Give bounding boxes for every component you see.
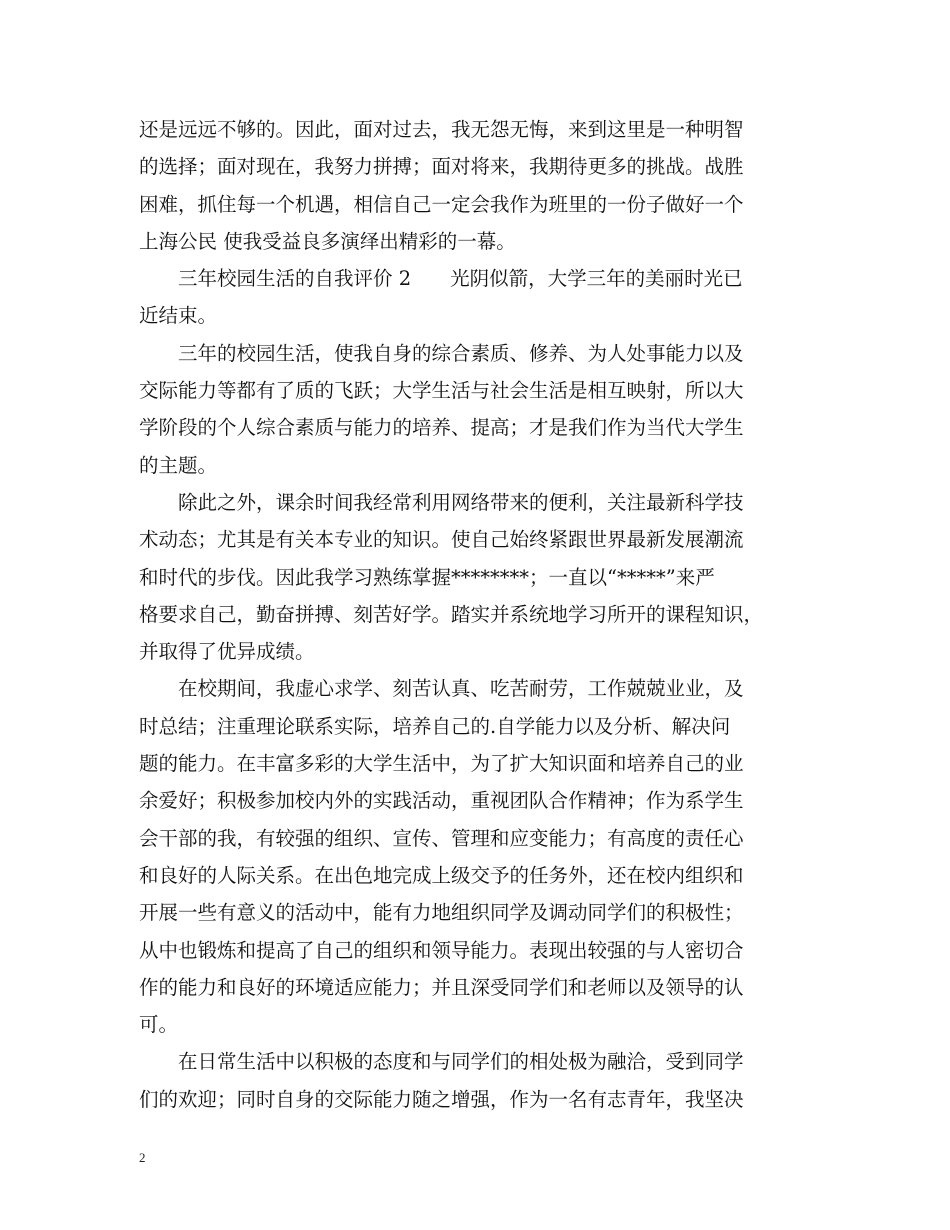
- text-line: 的选择；面对现在，我努力拼搏；面对将来，我期待更多的挑战。战胜: [139, 155, 744, 179]
- text-line: 和良好的人际关系。在出色地完成上级交予的任务外，还在校内组织和: [139, 863, 744, 887]
- text-line: 格要求自己，勤奋拼搏、刻苦好学。踏实并系统地学习所开的课程知识，: [139, 602, 764, 626]
- text-line: 术动态；尤其是有关本专业的知识。使自己始终紧跟世界最新发展潮流: [139, 528, 744, 552]
- text-line: 题的能力。在丰富多彩的大学生活中，为了扩大知识面和培养自己的业: [139, 752, 744, 776]
- text-line: 近结束。: [139, 304, 218, 328]
- text-line: 三年的校园生活，使我自身的综合素质、修养、为人处事能力以及: [139, 341, 744, 365]
- text-line: 从中也锻炼和提高了自己的组织和领导能力。表现出较强的与人密切合: [139, 938, 744, 962]
- text-line: 在校期间，我虚心求学、刻苦认真、吃苦耐劳，工作兢兢业业，及: [139, 677, 744, 701]
- text-line: 学阶段的个人综合素质与能力的培养、提高；才是我们作为当代大学生: [139, 416, 744, 440]
- text-line: 三年校园生活的自我评价 2 光阴似箭，大学三年的美丽时光已: [139, 267, 743, 291]
- text-line: 会干部的我，有较强的组织、宣传、管理和应变能力；有高度的责任心: [139, 826, 744, 850]
- text-line: 开展一些有意义的活动中，能有力地组织同学及调动同学们的积极性；: [139, 901, 744, 925]
- text-line: 并取得了优异成绩。: [139, 640, 315, 664]
- page-number: 2: [139, 1150, 146, 1165]
- text-line: 们的欢迎；同时自身的交际能力随之增强，作为一名有志青年，我坚决: [139, 1087, 744, 1111]
- text-line: 还是远远不够的。因此，面对过去，我无怨无悔，来到这里是一种明智: [139, 118, 744, 141]
- text-line: 时总结；注重理论联系实际，培养自己的.自学能力以及分析、解决问: [139, 714, 731, 738]
- text-line: 困难，抓住每一个机遇，相信自己一定会我作为班里的一份子做好一个: [139, 192, 744, 216]
- text-line: 可。: [139, 1013, 179, 1037]
- text-line: 在日常生活中以积极的态度和与同学们的相处极为融洽，受到同学: [139, 1050, 744, 1074]
- text-line: 除此之外，课余时间我经常利用网络带来的便利，关注最新科学技: [139, 490, 744, 514]
- text-line: 作的能力和良好的环境适应能力；并且深受同学们和老师以及领导的认: [139, 975, 744, 999]
- text-line: 的主题。: [139, 453, 218, 477]
- text-line: 交际能力等都有了质的飞跃；大学生活与社会生活是相互映射，所以大: [139, 379, 744, 403]
- text-line: 余爱好；积极参加校内外的实践活动，重视团队合作精神；作为系学生: [139, 789, 744, 813]
- body-text: [139, 111, 815, 1118]
- text-line: 上海公民 使我受益良多演绎出精彩的一幕。: [139, 229, 516, 253]
- text-line: 和时代的步伐。因此我学习熟练掌握********；一直以“*****”来严: [139, 565, 715, 589]
